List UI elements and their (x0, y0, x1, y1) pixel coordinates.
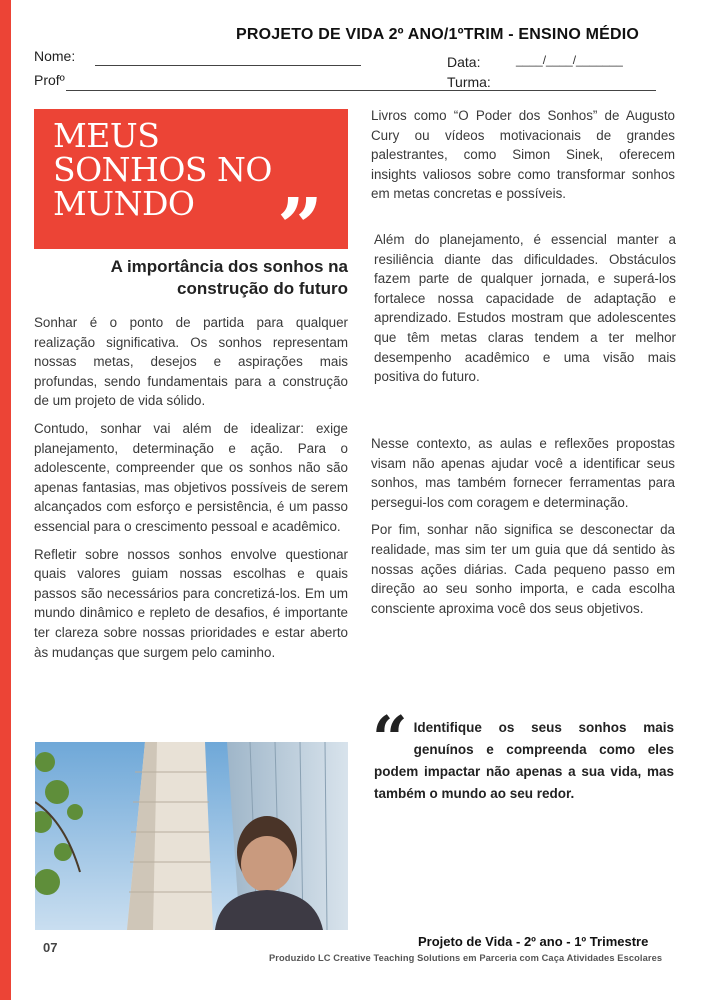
date-field-blanks[interactable]: ____/____/_______ (516, 53, 623, 67)
teacher-field-line[interactable] (66, 90, 656, 91)
footer-credit: Produzido LC Creative Teaching Solutions em Parceria com Caça Atividades Escolares (269, 953, 663, 963)
paragraph: Refletir sobre nossos sonhos envolve questionar quais valores guiam nossas escolhas e quais passos são necessários para concretizá-los. Em um mundo dinâmico e repleto de desafios, é importante ter clareza sobre nossas prioridades e estar aberto às mudanças que surgem pelo caminho. (34, 546, 348, 660)
highlight-quote (372, 702, 674, 805)
right-column-bottom (371, 434, 675, 626)
right-column-top (371, 106, 675, 212)
teacher-label: Profº (34, 72, 65, 88)
name-field-line[interactable] (95, 65, 361, 66)
class-label: Turma: (447, 74, 491, 90)
page-number: 07 (43, 940, 58, 955)
paragraph: Contudo, sonhar vai além de idealizar: exige planejamento, determinação e ação. Para o adolescente, compreender que os sonhos não são apenas fantasias, mas objetivos possíveis de serem alcançados com esforço e persistência, é um passo essencial para o crescimento pessoal e acadêmico. (34, 420, 348, 534)
paragraph: Por fim, sonhar não significa se desconectar da realidade, mas sim ter um guia que dá sentido às nossas ações diárias. Cada pequeno passo em direção ao seu sonho importa, e cada escolha consciente aproxima você dos seus objetivos. (371, 522, 675, 616)
footer-title: Projeto de Vida - 2º ano - 1º Trimestre (418, 934, 649, 949)
quote-text: Identifique os seus sonhos mais genuínos e compreenda como eles podem impactar não apenas a sua vida, mas também o mundo ao seu redor. (374, 720, 674, 801)
paragraph: Nesse contexto, as aulas e reflexões propostas visam não apenas ajudar você a identificar seus sonhos, mas também fornecer ferramentas para persegui-los com coragem e determinação. (371, 436, 675, 510)
paragraph: Livros como “O Poder dos Sonhos” de Augusto Cury ou vídeos motivacionais de grandes palestrantes, como Simon Sinek, oferecem insights valiosos sobre como transformar sonhos em metas concretas e possíveis. (371, 108, 675, 202)
title-banner (34, 109, 348, 249)
page-header-title: PROJETO DE VIDA 2º ANO/1ºTRIM - ENSINO MÉDIO (236, 26, 640, 43)
left-accent-bar (0, 0, 11, 1000)
opening-quote-mark: “ (372, 702, 408, 775)
right-column-middle (374, 230, 676, 395)
paragraph: Além do planejamento, é essencial manter a resiliência diante das dificuldades. Obstáculos fazem parte de qualquer jornada, e superá-los fortalece nossa capacidade de adaptação e aprendizado. Estudos mostram que adolescentes que têm metas claras tendem a ter melhor desempenho acadêmico e uma visão mais positiva do futuro. (374, 232, 676, 385)
banner-title (53, 116, 272, 223)
banner-line: MUNDO (53, 184, 195, 223)
boy-looking-at-skyscrapers-photo (35, 742, 348, 930)
section-subheading: A importância dos sonhos na construção do futuro (110, 257, 348, 298)
left-column (34, 313, 348, 670)
banner-line: SONHOS NO (53, 150, 272, 189)
name-label: Nome: (34, 48, 76, 64)
closing-quote-mark: ” (277, 187, 324, 247)
banner-line: MEUS (53, 116, 160, 155)
paragraph: Sonhar é o ponto de partida para qualquer realização significativa. Os sonhos representam nossas metas, desejos e aspirações mais profundas, sendo fundamentais para a construção de um projeto de vida sólido. (34, 315, 348, 409)
date-label: Data: (447, 54, 481, 70)
